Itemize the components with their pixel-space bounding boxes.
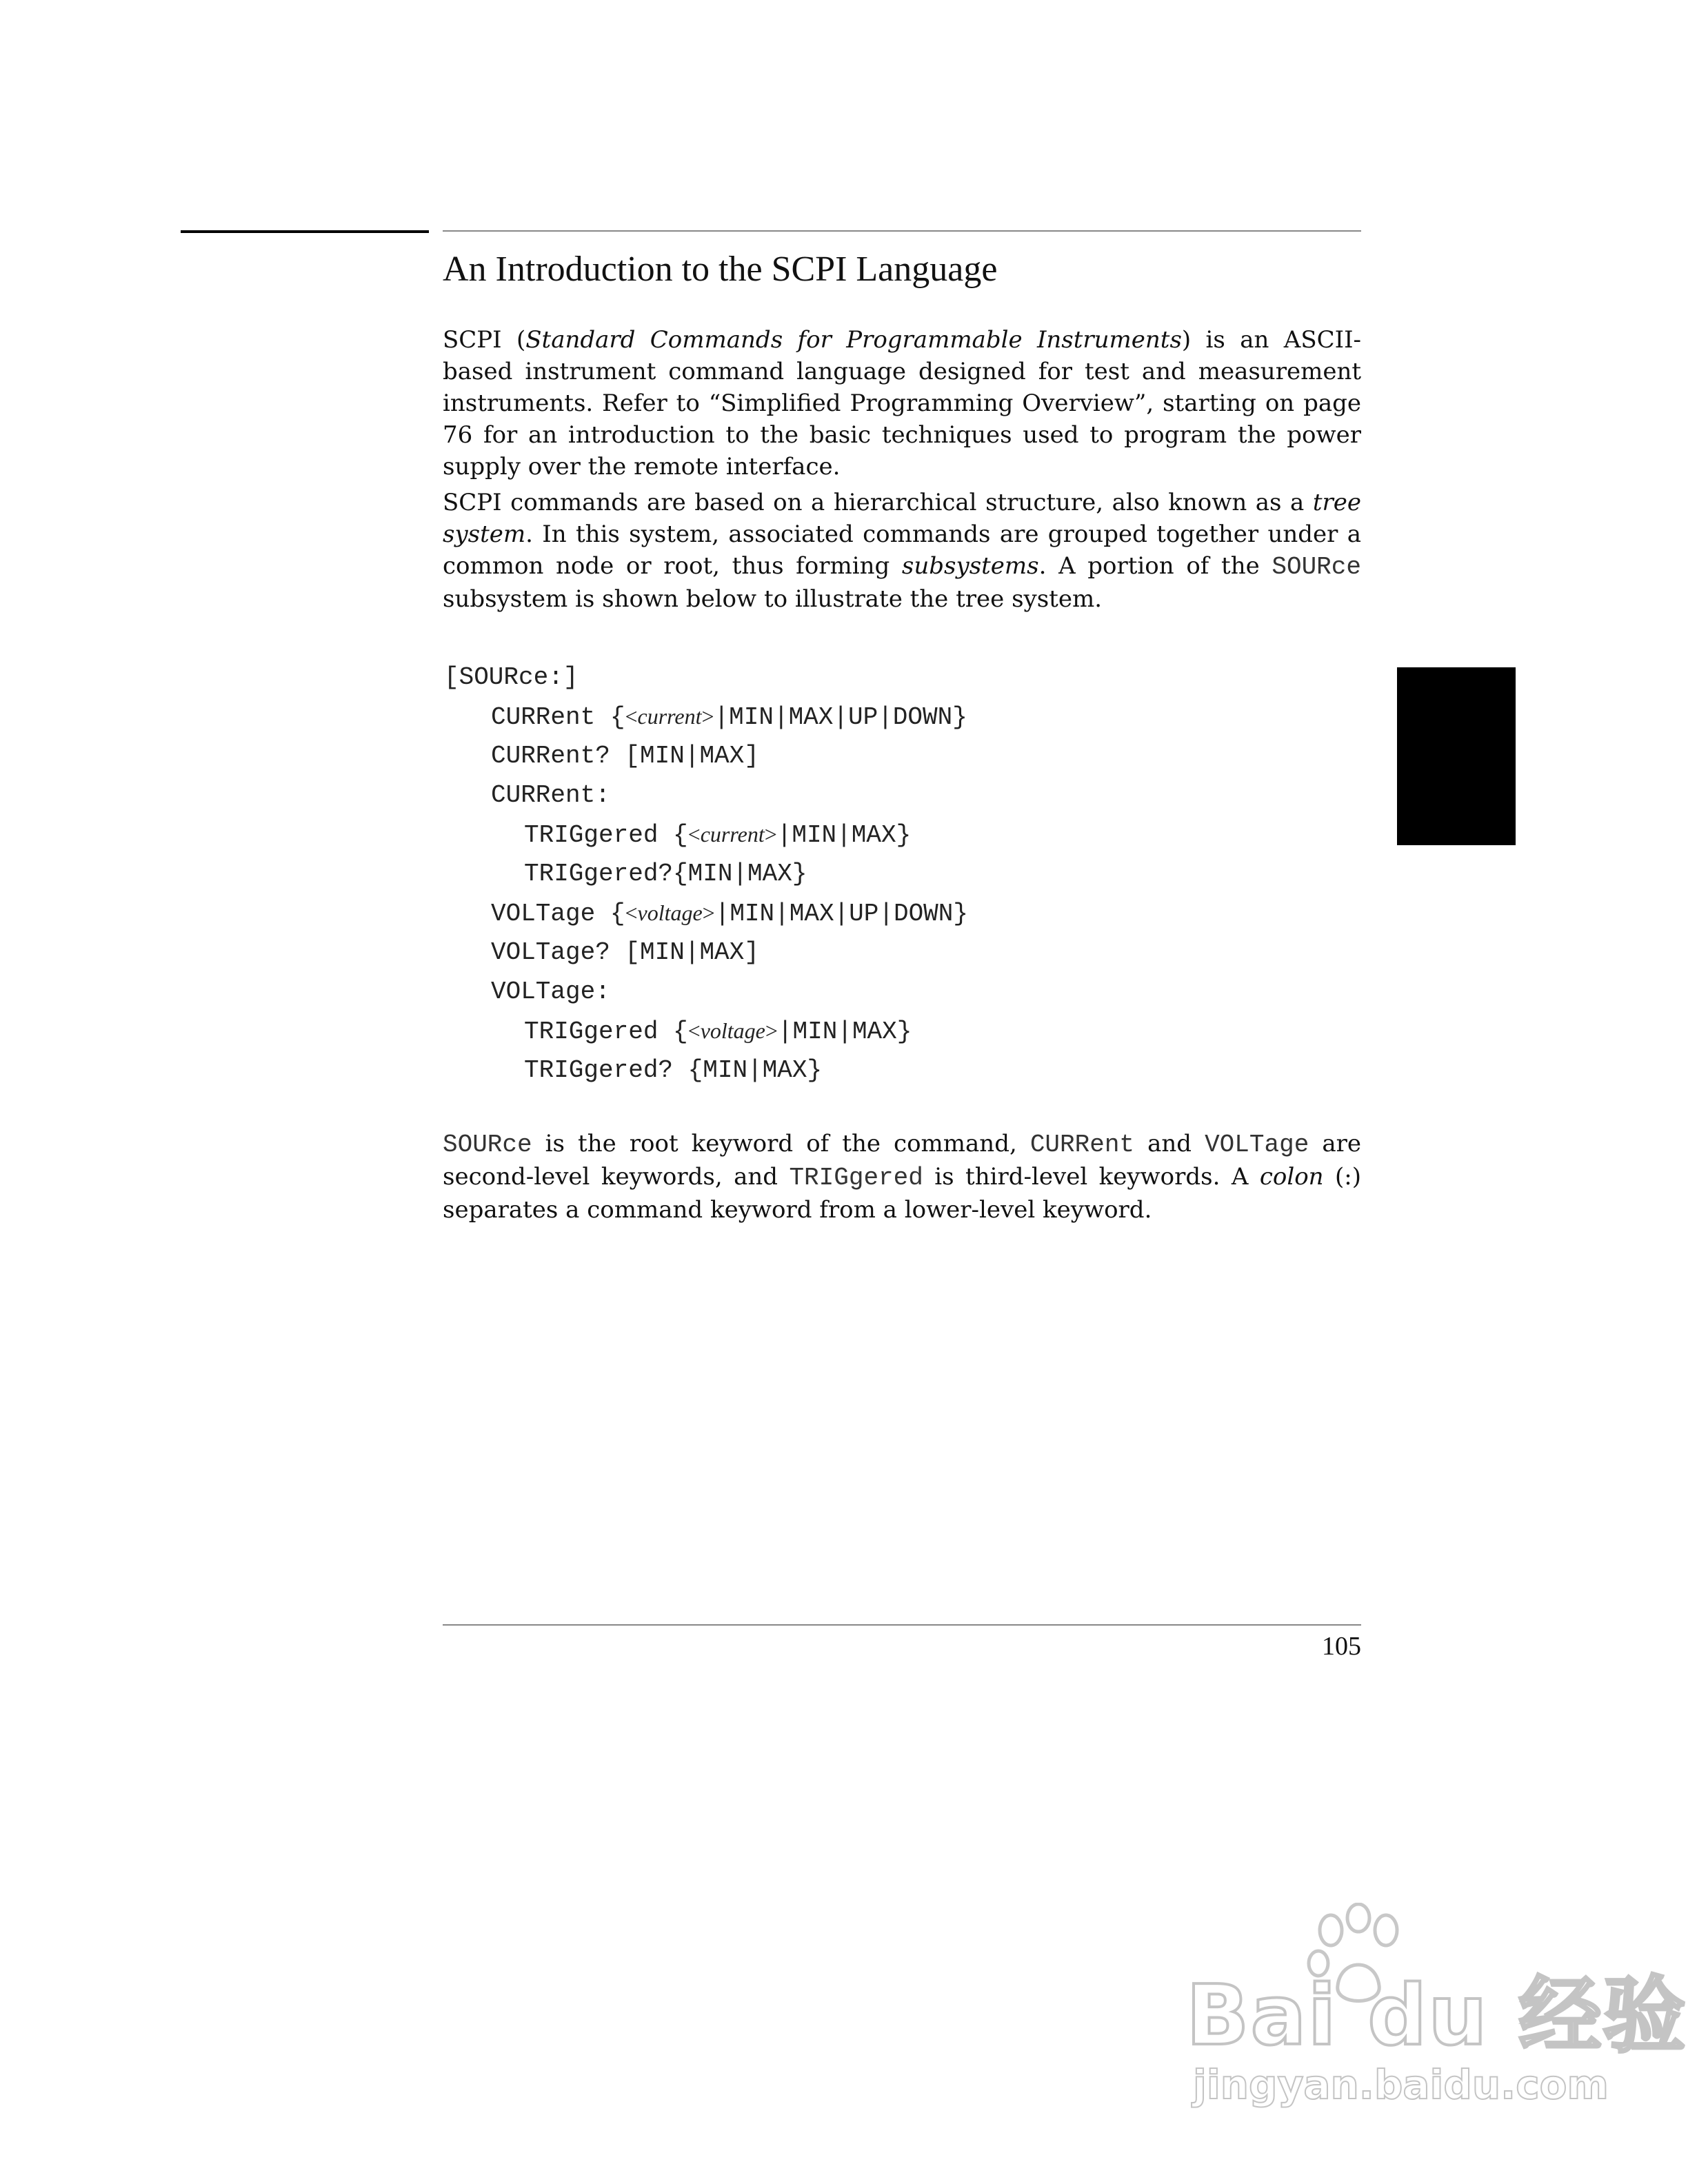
code-line: CURRent? [MIN|MAX]: [491, 742, 759, 770]
code-text: |MIN|MAX|UP|DOWN}: [714, 900, 968, 928]
chapter-thumb-tab: [1397, 667, 1516, 845]
angle-bracket: >: [765, 1018, 778, 1043]
term-subsystems: subsystems: [901, 552, 1039, 580]
keyword-current: CURRent: [1029, 1131, 1135, 1159]
tree-system-paragraph: [443, 487, 1361, 615]
intro-text: ) is an ASCII-based instrument command language designed for test and measurement instruments. Refer to “Simplified Programming Overview”, starting on page 76 for an introduction to the basic techniques used to program the power supply over the remote interface.: [443, 326, 1361, 481]
param-current: current: [700, 822, 765, 847]
code-text: |MIN|MAX}: [777, 1018, 912, 1046]
code-line: [444, 697, 1272, 736]
angle-bracket: <: [687, 1018, 701, 1043]
code-text: TRIGgered {: [524, 1018, 688, 1046]
code-text: TRIGgered {: [524, 821, 688, 849]
param-voltage: voltage: [637, 900, 703, 925]
angle-bracket: <: [687, 822, 701, 847]
angle-bracket: >: [764, 822, 777, 847]
paragraph-text: . A portion of the: [1038, 552, 1272, 580]
paragraph-text: and: [1134, 1130, 1205, 1157]
keyword-levels-paragraph: [443, 1128, 1361, 1226]
paragraph-text: is the root keyword of the command,: [532, 1130, 1030, 1157]
footer-rule: [443, 1624, 1361, 1626]
code-line: [444, 815, 1272, 854]
paragraph-text: subsystem is shown below to illustrate the tree system.: [443, 585, 1103, 613]
code-text: |MIN|MAX|UP|DOWN}: [714, 703, 967, 731]
paragraph-text: SCPI commands are based on a hierarchical structure, also known as a: [443, 489, 1313, 516]
section-heading: An Introduction to the SCPI Language: [443, 250, 998, 289]
paragraph-text: is third-level keywords. A: [923, 1163, 1260, 1191]
keyword-voltage: VOLTage: [1205, 1131, 1309, 1159]
code-line: CURRent:: [491, 781, 610, 809]
keyword-source: SOURce: [443, 1131, 532, 1159]
code-line: TRIGgered? {MIN|MAX}: [524, 1056, 823, 1084]
intro-text: SCPI (: [443, 326, 526, 354]
code-line: VOLTage? [MIN|MAX]: [491, 938, 759, 967]
page-number: 105: [1322, 1632, 1361, 1661]
paragraph-text: (:) separates a command keyword from a lower-level keyword.: [443, 1163, 1362, 1224]
paragraph-text: . In this system, associated commands are grouped together under a common node or root, thus forming: [443, 520, 1361, 580]
angle-bracket: <: [625, 704, 638, 729]
code-line: [SOURce:]: [444, 663, 579, 691]
keyword-source: SOURce: [1272, 553, 1361, 581]
section-rule-thin: [443, 230, 1361, 232]
code-line: TRIGgered?{MIN|MAX}: [524, 860, 807, 888]
term-tree-system: tree system: [443, 489, 1361, 548]
section-rule-thick: [181, 230, 429, 233]
angle-bracket: <: [625, 900, 638, 925]
watermark-brand-text: Bai du 经验: [1186, 1968, 1687, 2064]
angle-bracket: >: [702, 900, 715, 925]
code-line: VOLTage:: [491, 978, 610, 1006]
code-text: |MIN|MAX}: [776, 821, 912, 849]
angle-bracket: >: [701, 704, 714, 729]
code-line: [444, 1011, 1272, 1051]
term-colon: colon: [1259, 1163, 1324, 1191]
param-current: current: [637, 704, 702, 729]
param-voltage: voltage: [700, 1018, 765, 1043]
code-text: CURRent {: [491, 703, 625, 731]
keyword-triggered: TRIGgered: [789, 1164, 923, 1192]
intro-paragraph: [443, 324, 1361, 483]
watermark-url-text: jingyan.baidu.com: [1193, 2061, 1609, 2108]
paragraph-text: are second-level keywords, and: [443, 1130, 1361, 1191]
command-tree: [444, 658, 1272, 1090]
code-text: VOLTage {: [491, 900, 625, 928]
baidu-watermark: [1172, 1903, 1687, 2110]
scpi-expansion: Standard Commands for Programmable Instruments: [525, 326, 1182, 354]
code-line: [444, 893, 1272, 933]
